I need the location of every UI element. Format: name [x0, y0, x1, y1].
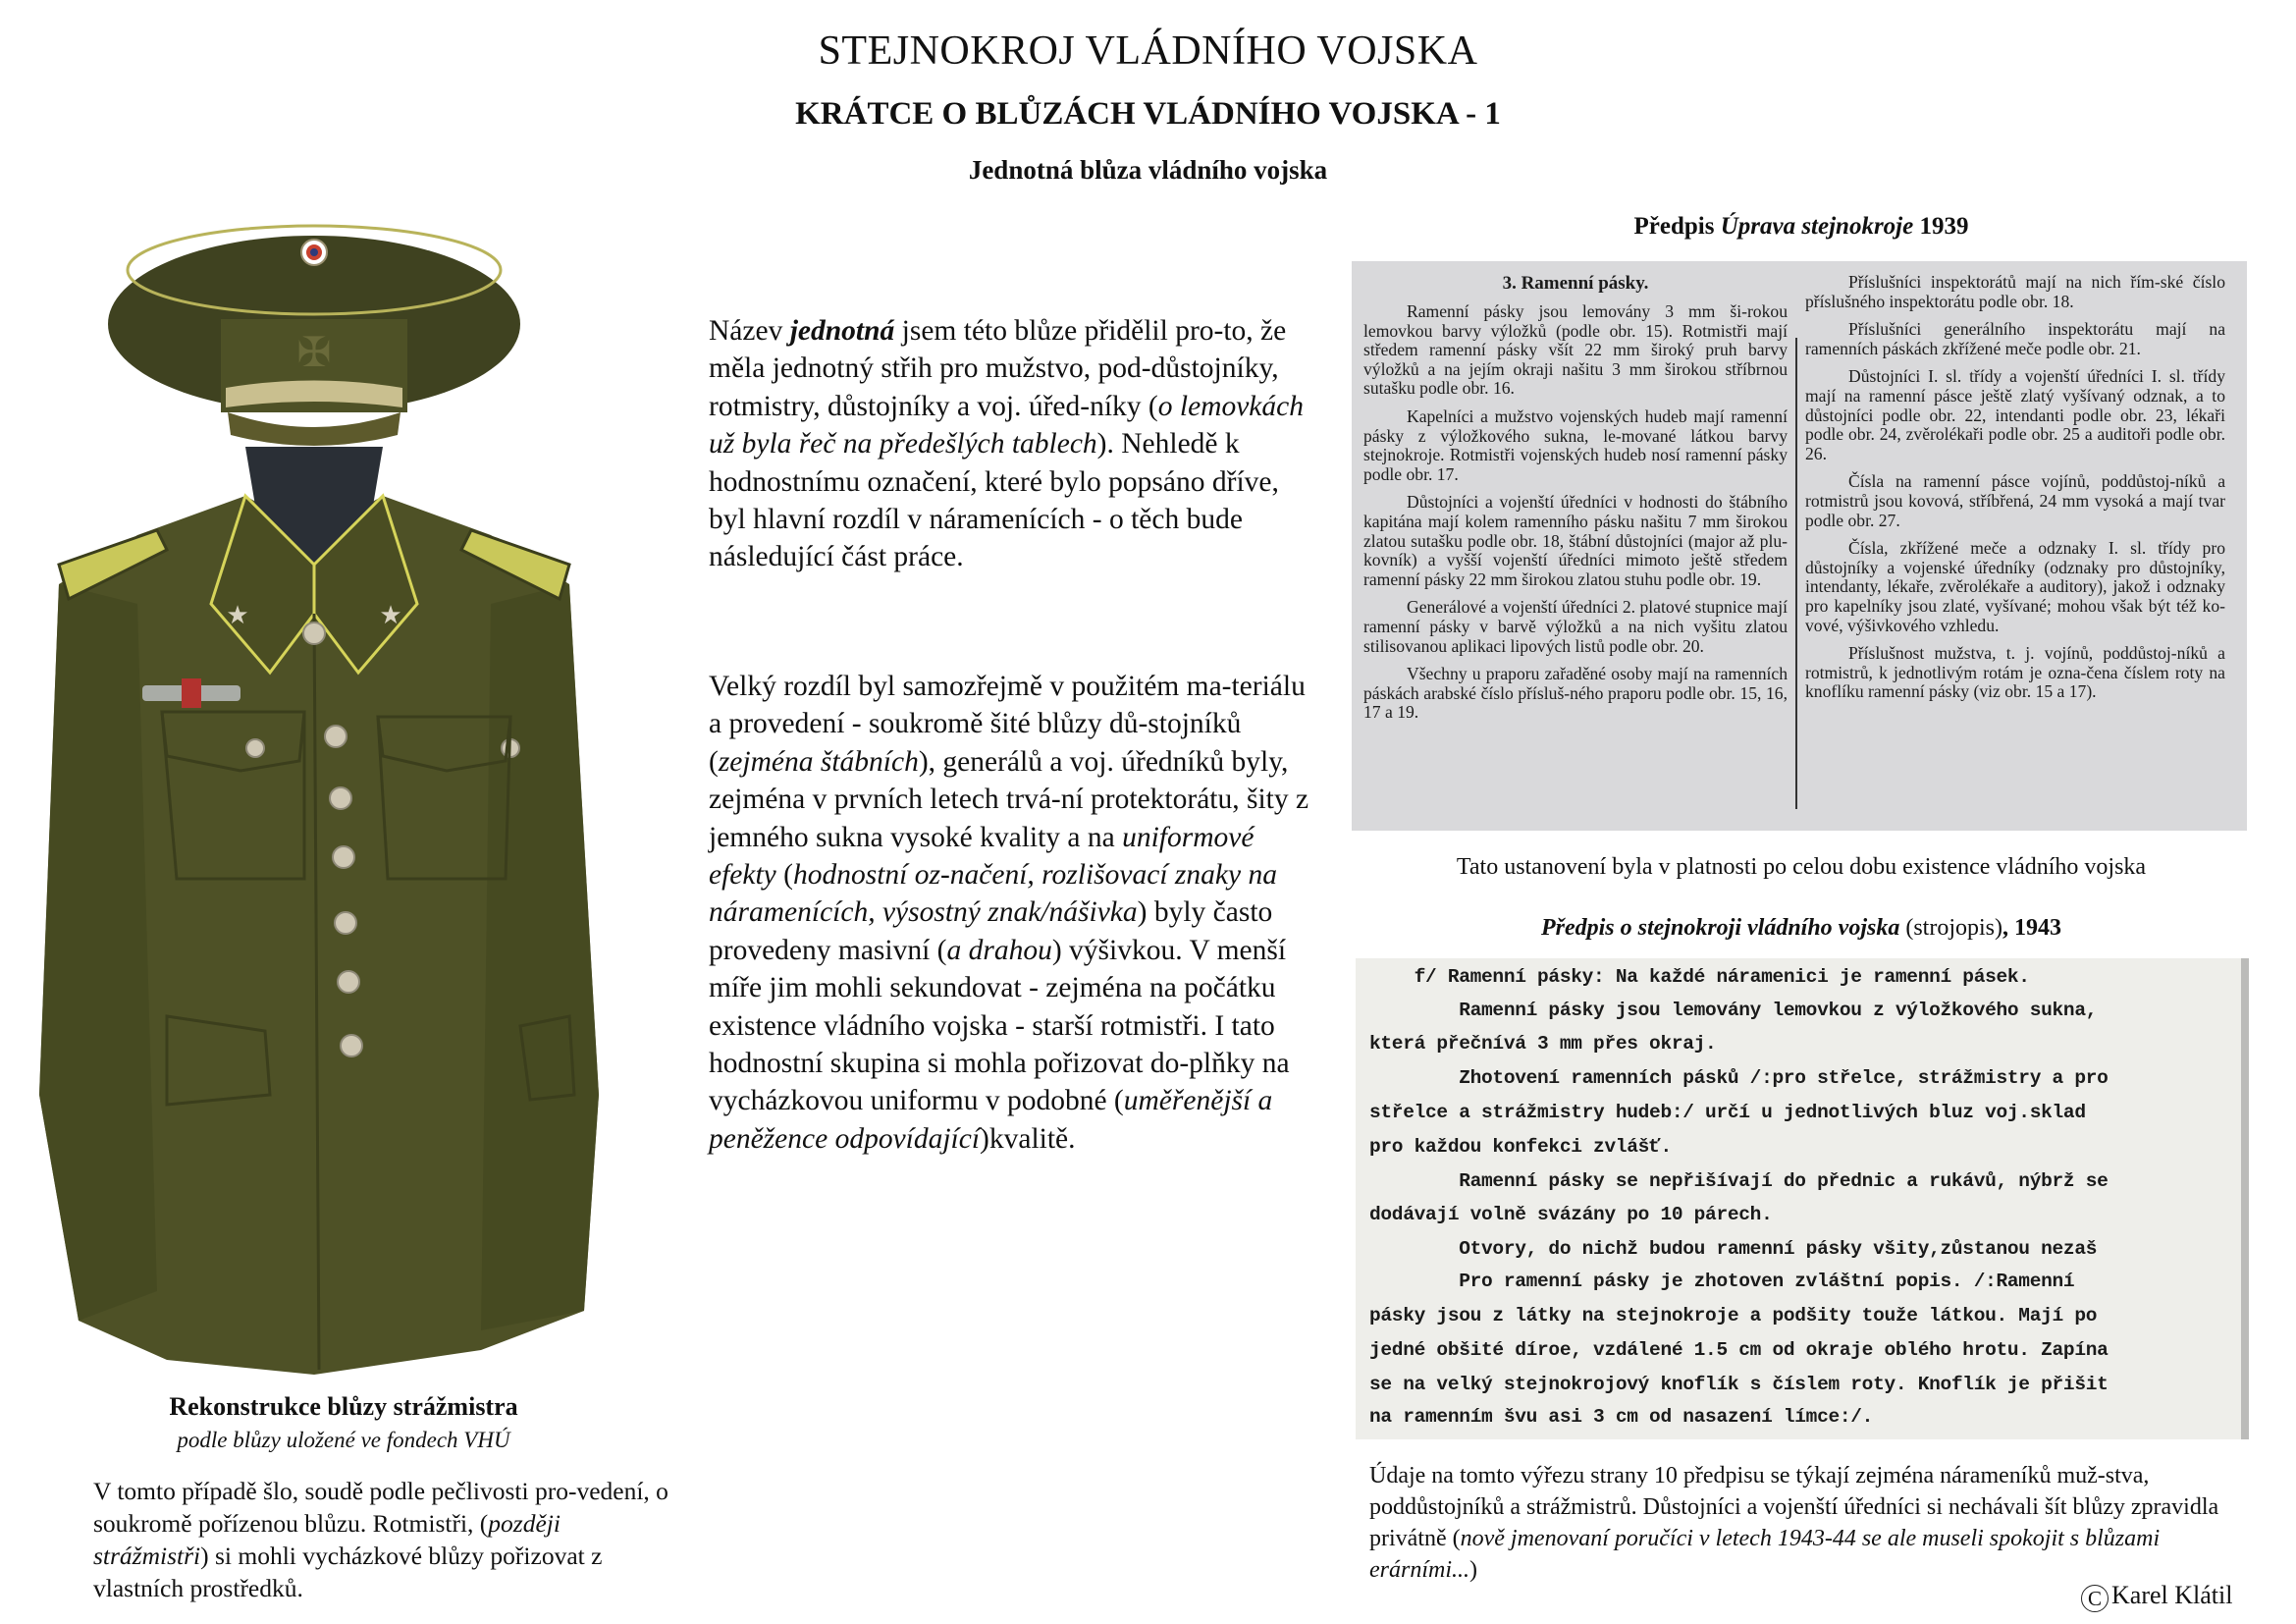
typescript-line: dodávají volně svázány po 10 párech. [1369, 1204, 1773, 1225]
body-paragraph-2 [709, 668, 1317, 1158]
text-run: jsem této blůze přidělil pro-to, že měla jednotný střih pro mužstvo, pod-důstojníky, rotmistry, důstojníky a voj. úřed-níky ( [709, 315, 1287, 422]
scan-paragraph: Všechny u praporu zařaděné osoby mají na ramenních páskách arabské číslo přísluš-ného praporu podle obr. 15, 16, 17 a 19. [1363, 664, 1788, 723]
text-run-italic: Úprava stejnokroje [1720, 213, 1914, 240]
cap-badge-icon: ✠ [296, 331, 332, 376]
text-run-bold-italic: Předpis o stejnokroji vládního vojska [1540, 915, 1900, 941]
photo-description [93, 1475, 677, 1604]
collar-star-icon: ★ [226, 601, 249, 629]
text-run: Velký rozdíl byl samozřejmě v použitém ma-teriálu a provedení - soukromě šité blůzy dů-stojníků ( [709, 671, 1306, 778]
photo-caption-subtitle: podle blůzy uložené ve fondech VHÚ [177, 1428, 510, 1452]
text-run-italic: nově jmenovaní poručíci v letech 1943-44 se ale museli spokojit s blůzami erárními... [1369, 1526, 2161, 1583]
text-run: ) si mohli vycházkové blůzy pořizovat z vlastních prostředků. [93, 1542, 603, 1602]
text-run-italic: o lemovkách už byla řeč na předešlých tablech [709, 390, 1304, 460]
text-run-italic: později strážmistři [93, 1509, 561, 1570]
regulation-scan-1939 [1352, 261, 2247, 831]
scan-column-left [1363, 302, 1788, 731]
text-run-bold: , 1943 [2002, 915, 2062, 941]
text-run-italic: uniformové efekty [709, 821, 1255, 892]
text-run: ). Nehledě k hodnostnímu označení, které bylo popsáno dříve, byl hlavní rozdíl v náramenících - o těch bude následující část práce. [709, 428, 1279, 573]
column-divider [1795, 338, 1797, 809]
scan-section-title: 3. Ramenní pásky. [1502, 273, 1649, 294]
copyright [2081, 1581, 2232, 1612]
typescript-line: Otvory, do nichž budou ramenní pásky všity,zůstanou nezaš [1369, 1238, 2098, 1260]
text-run-italic: a drahou [946, 934, 1052, 966]
author-name: Karel Klátil [2111, 1581, 2233, 1609]
text-run: V tomto případě šlo, soudě podle pečlivosti pro-vedení, o soukromě pořízenou blůzu. Rotmistři, [93, 1477, 668, 1538]
regulation-scan-1943-typescript [1356, 958, 2249, 1439]
scan-paragraph: Příslušnost mužstva, t. j. vojínů, poddůstoj-níků a rotmistrů, k jednotlivým rotám je ozna-čena číslem roty na knoflíku ramenní pásky (viz obr. 15 a 17). [1805, 643, 2225, 702]
scan-edge [2241, 958, 2249, 1439]
photo-caption-title: Rekonstrukce blůzy strážmistra [169, 1392, 518, 1421]
doc2-caption [1369, 1460, 2253, 1586]
typescript-line: f/ Ramenní pásky: Na každé náramenici je ramenní pásek. [1369, 966, 2030, 988]
typescript-line: pro každou konfekci zvlášť. [1369, 1136, 1672, 1158]
scan-paragraph: Čísla, zkřížené meče a odznaky I. sl. třídy pro důstojníky a vojenské úředníky (odznaky pro důstojníky, intendanty, lékaře, zvěrolékaře a auditory), jakož i odznaky pro kapelníky jsou zlaté, vyšívané; mohou však být též ko-vové, výšivkového vzhledu. [1805, 538, 2225, 635]
uniform-illustration [20, 211, 609, 1380]
uniform-photo [20, 211, 609, 1380]
text-run: ( [479, 1509, 489, 1538]
text-run: (strojopis) [1899, 915, 2003, 941]
text-run-italic: uměřenější a peněžence odpovídající [709, 1085, 1273, 1155]
scan-paragraph: Kapelníci a mužstvo vojenských hudeb mají ramenní pásky z výložkového sukna, le-mované látkou barvy stejnokroje. Rotmistři vojenských hudeb nosí ramenní pásky podle obr. 17. [1363, 406, 1788, 484]
text-run-bold-italic: jednotná [789, 315, 895, 347]
scan-paragraph: Příslušníci inspektorátů mají na nich řím-ské číslo příslušného inspektorátu podle obr. 18. [1805, 272, 2225, 311]
text-run: ) byly často provedeny masivní ( [709, 896, 1273, 966]
body-paragraph-1 [709, 312, 1317, 576]
text-run-italic: hodnostní oz-načení, rozlišovací znaky na náramenících, výsostný znak/nášivka [709, 859, 1277, 929]
page-subtitle: KRÁTCE O BLŮZÁCH VLÁDNÍHO VOJSKA - 1 [795, 96, 1501, 132]
scan-paragraph: Důstojníci a vojenští úředníci v hodnosti do štábního kapitána mají kolem ramenního pásku našitu 7 mm širokou zlatou sutašku podle obr. 18, štábní důstojníci (major až plu-kovník) a vyšší vojenští úředníci mimoto ještě středem ramenní pásky 22 mm širokou zlatou stuhu podle obr. 19. [1363, 492, 1788, 589]
text-run: )kvalitě. [980, 1122, 1076, 1155]
scan-column-right [1805, 273, 2225, 711]
text-run: 1939 [1913, 213, 1969, 240]
typescript-line: Zhotovení ramenních pásků /:pro střelce, strážmistry a pro [1369, 1067, 2109, 1089]
text-run: ), generálů a voj. úředníků byly, zejména v prvních letech trvá-ní protektorátu, šity z jemného sukna vysoké kvality a na [709, 745, 1309, 853]
text-run: ) [1469, 1557, 1477, 1583]
typescript-line: se na velký stejnokrojový knoflík s číslem roty. Knoflík je přišit [1369, 1374, 2109, 1395]
typescript-line: jedné obšité díroe, vzdálené 1.5 cm od okraje oblého hrotu. Zapína [1369, 1339, 2109, 1361]
page-title: STEJNOKROJ VLÁDNÍHO VOJSKA [818, 28, 1478, 74]
doc1-caption: Tato ustanovení byla v platnosti po celou dobu existence vládního vojska [1456, 854, 2147, 880]
typescript-line: střelce a strážmistry hudeb:/ určí u jednotlivých bluz voj.sklad [1369, 1102, 2086, 1123]
scan-paragraph: Čísla na ramenní pásce vojínů, poddůstoj-níků a rotmistrů jsou kovová, stříbřená, 24 mm vysoká a mají tvar podle obr. 27. [1805, 471, 2225, 530]
scan-paragraph: Důstojníci I. sl. třídy a vojenští úředníci I. sl. třídy mají na ramenní pásce ještě zlatý vyšívaný odznak, a to důstojníci podle obr. 22, intendanti podle obr. 23, lékaři podle obr. 24, zvěrolékaři podle obr. 25 a auditoři podle obr. 26. [1805, 366, 2225, 463]
typescript-line: na ramenním švu asi 3 cm od nasazení límce:/. [1369, 1406, 1874, 1428]
scan-paragraph: Generálové a vojenští úředníci 2. platové stupnice mají ramenní pásky v barvě výložků a na nich vyšitu zlatou stilisovanou aplikaci lipových listů podle obr. 20. [1363, 597, 1788, 656]
typescript-line: pásky jsou z látky na stejnokroje a podšity touže látkou. Mají po [1369, 1305, 2098, 1326]
typescript-line: která přečnívá 3 mm přes okraj. [1369, 1033, 1717, 1055]
text-run: Název [709, 315, 790, 347]
text-run: ( [775, 859, 793, 892]
photo-caption [0, 1392, 687, 1453]
collar-star-icon: ★ [379, 601, 402, 629]
scan-paragraph: Příslušníci generálního inspektorátu mají na ramenních páskách zkřížené meče podle obr. 21. [1805, 319, 2225, 358]
doc2-heading [1355, 915, 2248, 942]
text-run: ) výšivkou. V menší míře jim mohli sekundovat - zejména na počátku existence vládního vojska - starší rotmistři. I tato hodnostní skupina si mohla pořizovat do-plňky na vycházkovou uniformu v podobné ( [709, 934, 1290, 1117]
doc1-heading [1355, 213, 2248, 241]
typescript-line: Pro ramenní pásky je zhotoven zvláštní popis. /:Ramenní [1369, 1271, 2075, 1292]
scan-paragraph: Ramenní pásky jsou lemovány 3 mm ši-rokou lemovkou barvy výložků (podle obr. 15). Rotmistři mají středem ramenní pásky všít 22 mm široký pruh barvy výložků a na jejím okraji našitu 3 mm širokou stříbrnou sutašku podle obr. 16. [1363, 301, 1788, 399]
text-run: Předpis [1633, 213, 1721, 240]
copyright-icon: C [2081, 1585, 2109, 1612]
cap-visor [228, 412, 400, 446]
section-title: Jednotná blůza vládního vojska [968, 155, 1328, 185]
text-run-italic: zejména štábních [718, 745, 919, 778]
typescript-line: Ramenní pásky se nepřišívají do přednic a rukávů, nýbrž se [1369, 1170, 2109, 1192]
text-run: Údaje na tomto výřezu strany 10 předpisu se týkají zejména nárameníků muž-stva, poddůstojníků a strážmistrů. Důstojníci a vojenští úředníci si nechávali šít blůzy zpravidla privátně ( [1369, 1463, 2219, 1551]
typescript-line: Ramenní pásky jsou lemovány lemovkou z výložkového sukna, [1369, 1000, 2098, 1021]
